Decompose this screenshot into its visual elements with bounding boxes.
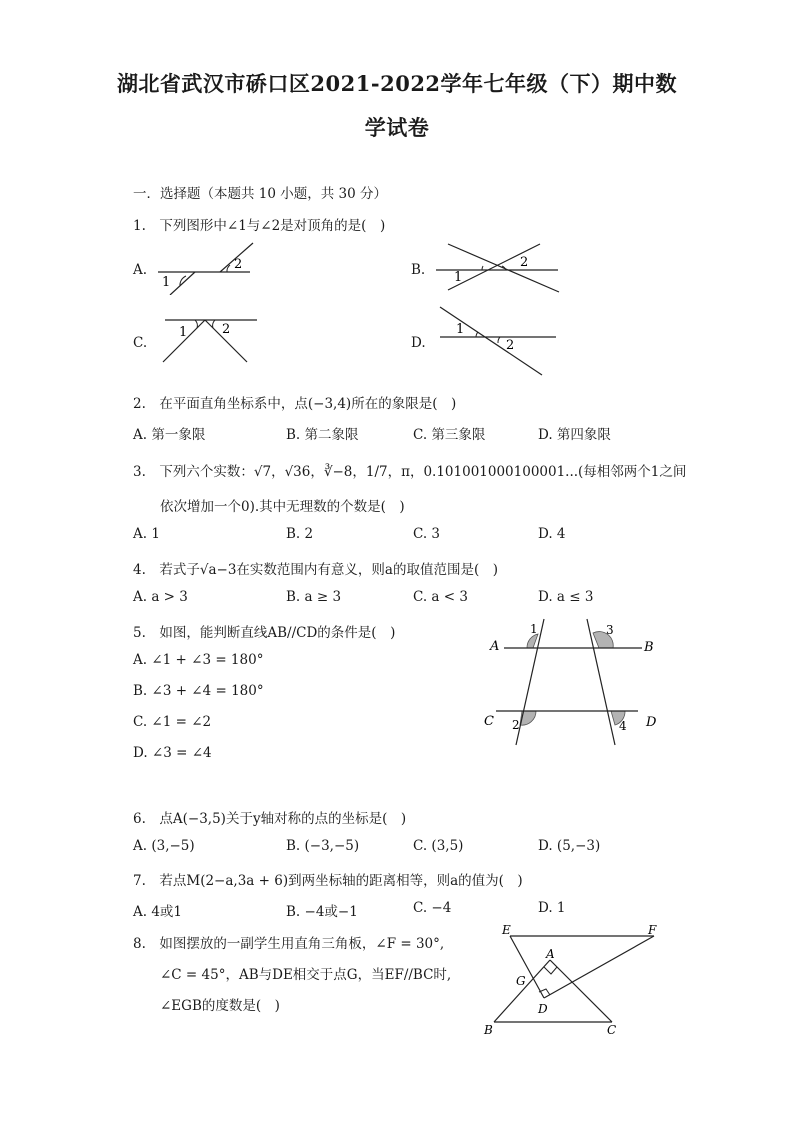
angle-label-1: 1 [530, 622, 538, 636]
angle-label-4: 4 [619, 719, 627, 733]
point-label-b: B [484, 1023, 493, 1037]
question-3-stem-line2: 依次增加一个0).其中无理数的个数是( ) [160, 499, 405, 515]
q1-option-a-label: A. [133, 262, 148, 278]
q5-option-d: D. ∠3 = ∠4 [133, 745, 212, 761]
q2-option-c: C. 第三象限 [413, 427, 486, 443]
q7-option-d: D. 1 [538, 900, 566, 916]
question-4-stem: 4. 若式子√a−3在实数范围内有意义，则a的取值范围是( ) [133, 562, 499, 578]
q3-option-d: D. 4 [538, 526, 566, 542]
q4-option-a: A. a > 3 [133, 589, 188, 605]
question-8-stem-line3: ∠EGB的度数是( ) [160, 998, 280, 1014]
point-label-a: A [546, 947, 555, 961]
q4-option-b: B. a ≥ 3 [286, 589, 342, 605]
point-label-c: C [607, 1023, 617, 1037]
q1-option-c-label: C. [133, 335, 148, 351]
q8-triangle-set-figure [480, 922, 665, 1040]
angle-label-2: 2 [512, 718, 520, 732]
page-title-line1: 湖北省武汉市硚口区2021-2022学年七年级（下）期中数 [116, 71, 678, 96]
fig-label-2: 2 [506, 338, 515, 353]
q5-parallel-lines-figure [482, 615, 667, 755]
q3-option-b: B. 2 [286, 526, 314, 542]
q6-option-d: D. (5,−3) [538, 838, 601, 854]
point-label-c: C [484, 714, 494, 729]
page-title-line2: 学试卷 [364, 115, 430, 140]
q1-figure-a [150, 240, 260, 295]
q1-figure-c [155, 312, 265, 367]
fig-label-2: 2 [234, 257, 243, 272]
q6-option-b: B. (−3,−5) [286, 838, 360, 854]
q7-option-a: A. 4或1 [133, 904, 183, 920]
q6-option-a: A. (3,−5) [133, 838, 195, 854]
q6-option-c: C. (3,5) [413, 838, 464, 854]
question-3-stem: 3. 下列六个实数：√7，√36，∛−8，1/7，π，0.101001000100001...(每相邻两个1之间 [133, 464, 687, 480]
q4-option-c: C. a < 3 [413, 589, 468, 605]
point-label-e: E [502, 923, 511, 937]
q1-option-d-label: D. [411, 335, 426, 351]
point-label-b: B [644, 640, 654, 655]
fig-label-2: 2 [520, 255, 529, 270]
fig-label-1: 1 [179, 325, 188, 340]
question-2-stem: 2. 在平面直角坐标系中，点(−3,4)所在的象限是( ) [133, 396, 457, 412]
q5-option-a: A. ∠1 + ∠3 = 180° [133, 652, 264, 668]
q4-option-d: D. a ≤ 3 [538, 589, 594, 605]
point-label-g: G [516, 974, 526, 988]
q1-figure-d [432, 305, 562, 377]
q7-option-b: B. −4或−1 [286, 904, 358, 920]
point-label-d: D [538, 1002, 548, 1016]
question-6-stem: 6. 点A(−3,5)关于y轴对称的点的坐标是( ) [133, 811, 407, 827]
q1-figure-b [432, 240, 562, 295]
point-label-a: A [490, 639, 500, 654]
question-8-stem-line2: ∠C = 45°，AB与DE相交于点G，当EF//BC时, [160, 967, 452, 983]
q3-option-c: C. 3 [413, 526, 441, 542]
angle-label-3: 3 [606, 623, 614, 637]
fig-label-1: 1 [454, 270, 463, 285]
question-1-stem: 1. 下列图形中∠1与∠2是对顶角的是( ) [133, 218, 386, 234]
fig-label-1: 1 [162, 275, 171, 290]
question-5-stem: 5. 如图，能判断直线AB//CD的条件是( ) [133, 625, 396, 641]
point-label-d: D [646, 715, 657, 730]
fig-label-1: 1 [456, 322, 465, 337]
q2-option-a: A. 第一象限 [133, 427, 206, 443]
question-7-stem: 7. 若点M(2−a,3a + 6)到两坐标轴的距离相等，则a的值为( ) [133, 873, 523, 889]
question-8-stem-line1: 8. 如图摆放的一副学生用直角三角板，∠F = 30°, [133, 936, 445, 952]
section-heading: 一．选择题（本题共 10 小题，共 30 分） [133, 186, 388, 202]
q3-option-a: A. 1 [133, 526, 160, 542]
q1-option-b-label: B. [411, 262, 426, 278]
q2-option-d: D. 第四象限 [538, 427, 611, 443]
q2-option-b: B. 第二象限 [286, 427, 359, 443]
q7-option-c: C. −4 [413, 900, 452, 916]
fig-label-2: 2 [222, 322, 231, 337]
point-label-f: F [648, 923, 657, 937]
q5-option-c: C. ∠1 = ∠2 [133, 714, 212, 730]
q5-option-b: B. ∠3 + ∠4 = 180° [133, 683, 264, 699]
